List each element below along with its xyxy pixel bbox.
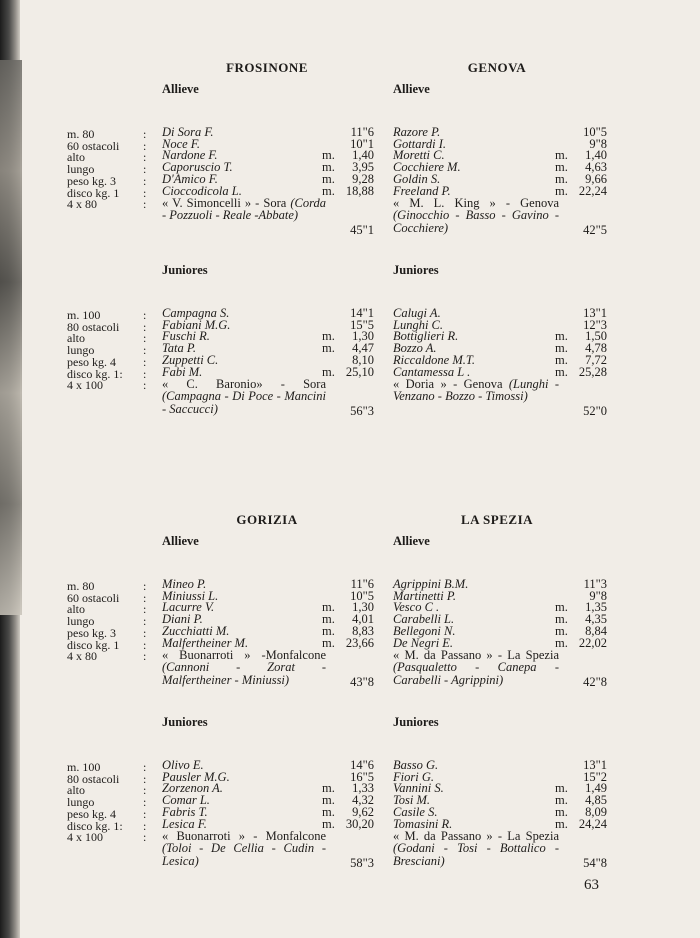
result-value: 9"8 [589, 588, 607, 603]
athlete-name: Riccaldone M.T. [393, 352, 476, 367]
relay-members: (Ginocchio - Basso - Gavino - Cocchiere) [393, 208, 559, 235]
result-value: 14"6 [350, 758, 374, 772]
relay-team: « M. da Passano » - La Spezia [393, 648, 559, 663]
unit: m. [322, 171, 335, 186]
event-label: 80 ostacoli : [67, 319, 147, 334]
athlete-name: Olivo E. [162, 758, 204, 772]
event-label: lungo : [67, 343, 147, 358]
relay-team: « C. Baronio» - Sora [162, 377, 326, 392]
category-heading: Juniores [393, 263, 439, 277]
event-label: 60 ostacoli : [67, 138, 147, 153]
relay-time: 58"3 [350, 855, 374, 870]
result-value: 8,84 [585, 623, 607, 638]
unit: m. [555, 612, 568, 627]
unit: m. [555, 781, 568, 796]
city-heading: GENOVA [467, 60, 527, 75]
event-label: lungo : [67, 162, 147, 177]
unit: m. [322, 329, 335, 344]
relay-team: « Doria » - Genova [393, 377, 509, 392]
category-heading: Allieve [162, 534, 199, 548]
event-label: disco kg. 1: : [67, 818, 147, 833]
athlete-name: Campagna S. [162, 306, 230, 320]
athlete-name: De Negri E. [393, 635, 454, 650]
result-value: 18,88 [345, 183, 374, 198]
unit: m. [555, 364, 568, 379]
result-value: 9,28 [352, 171, 374, 186]
result-value: 8,83 [352, 623, 374, 638]
athlete-name: Lesica F. [162, 816, 207, 831]
result-value: 15"2 [583, 769, 607, 784]
result-value: 11"3 [583, 577, 607, 591]
athlete-name: Fiori G. [393, 769, 434, 784]
result-value: 24,24 [578, 816, 607, 831]
relay-members: (Lunghi - Venzano - Bozzo - Timossi) [393, 377, 559, 404]
result-value: 13"1 [583, 758, 607, 772]
unit: m. [555, 148, 568, 163]
event-label: 4 x 80 : [67, 197, 147, 212]
unit: m. [322, 623, 335, 638]
event-label: alto : [67, 150, 147, 165]
athlete-name: Nardone F. [162, 148, 218, 163]
unit: m. [322, 600, 335, 615]
result-value: 12"3 [583, 317, 607, 332]
athlete-name: Agrippini B.M. [393, 577, 469, 591]
event-label: alto : [67, 783, 147, 798]
unit: m. [322, 635, 335, 650]
result-value: 11"6 [350, 125, 374, 139]
relay-time: 45"1 [350, 222, 374, 237]
athlete-name: Zorzenon A. [162, 781, 223, 796]
result-value: 4,63 [585, 160, 607, 175]
relay-entry [162, 649, 326, 686]
city-heading: GORIZIA [236, 512, 298, 527]
result-value: 11"6 [350, 577, 374, 591]
relay-team: « M. L. King » - Genova [393, 196, 559, 211]
athlete-name: Lacurre V. [162, 600, 215, 615]
result-value: 23,66 [345, 635, 374, 650]
result-value: 3,95 [352, 160, 374, 175]
athlete-name: Basso G. [393, 758, 439, 772]
relay-time: 52"0 [583, 403, 607, 418]
unit: m. [322, 160, 335, 175]
athlete-name: Miniussi L. [162, 588, 219, 603]
athlete-name: Comar L. [162, 793, 210, 808]
relay-entry [393, 830, 559, 867]
unit: m. [322, 364, 335, 379]
category-heading: Juniores [162, 715, 208, 729]
athlete-name: Bozzo A. [393, 341, 437, 356]
relay-members: (Toloi - De Cellia - Cudin - Lesica) [162, 841, 326, 868]
unit: m. [322, 816, 335, 831]
unit: m. [555, 635, 568, 650]
relay-time: 56"3 [350, 403, 374, 418]
athlete-name: Diani P. [162, 612, 203, 627]
athlete-name: Goldin S. [393, 171, 441, 186]
result-value: 10"1 [350, 136, 374, 151]
result-value: 1,49 [585, 781, 607, 796]
event-label: lungo : [67, 614, 147, 629]
result-value: 4,01 [352, 612, 374, 627]
athlete-name: Freeland P. [393, 183, 451, 198]
result-value: 1,35 [585, 600, 607, 615]
result-value: 22,24 [578, 183, 607, 198]
relay-time: 42"8 [583, 674, 607, 689]
athlete-name: Fabi M. [162, 364, 203, 379]
event-label: disco kg. 1: : [67, 366, 147, 381]
event-label: 4 x 100 : [67, 378, 147, 393]
relay-members: (Corda - Pozzuoli - Reale -Abbate) [162, 196, 326, 223]
result-value: 1,40 [352, 148, 374, 163]
unit: m. [322, 148, 335, 163]
athlete-name: Tosi M. [393, 793, 431, 808]
event-label: peso kg. 3 : [67, 625, 147, 640]
athlete-name: Malfertheiner M. [162, 635, 249, 650]
result-value: 1,33 [352, 781, 374, 796]
athlete-name: Fabris T. [162, 804, 208, 819]
athlete-name: Cioccodicola L. [162, 183, 242, 198]
athlete-name: Tata P. [162, 341, 197, 356]
unit: m. [555, 160, 568, 175]
athlete-name: Pausler M.G. [162, 769, 230, 784]
unit: m. [322, 804, 335, 819]
relay-entry [162, 830, 326, 867]
athlete-name: Fuschi R. [162, 329, 210, 344]
result-value: 4,85 [585, 793, 607, 808]
event-label: peso kg. 4 : [67, 354, 147, 369]
relay-time: 54"8 [583, 855, 607, 870]
athlete-name: Casile S. [393, 804, 438, 819]
result-value: 10"5 [350, 588, 374, 603]
result-value: 4,78 [585, 341, 607, 356]
event-label: peso kg. 4 : [67, 806, 147, 821]
athlete-name: Lunghi C. [393, 317, 444, 332]
result-value: 10"5 [583, 125, 607, 139]
result-value: 4,32 [352, 793, 374, 808]
unit: m. [555, 183, 568, 198]
relay-time: 42"5 [583, 222, 607, 237]
athlete-name: Di Sora F. [162, 125, 214, 139]
relay-team: « V. Simoncelli » - Sora [162, 196, 291, 211]
event-label: alto : [67, 331, 147, 346]
event-label: disco kg. 1 : [67, 637, 147, 652]
unit: m. [555, 816, 568, 831]
result-value: 30,20 [345, 816, 374, 831]
unit: m. [555, 352, 568, 367]
relay-members: (Godani - Tosi - Bottalico - Bresciani) [393, 841, 559, 868]
athlete-name: Mineo P. [162, 577, 207, 591]
result-value: 1,30 [352, 329, 374, 344]
athlete-name: Vannini S. [393, 781, 444, 796]
result-value: 16"5 [350, 769, 374, 784]
athlete-name: Vesco C . [393, 600, 440, 615]
result-value: 13"1 [583, 306, 607, 320]
athlete-name: Cocchiere M. [393, 160, 461, 175]
relay-entry [162, 197, 326, 222]
result-value: 22,02 [578, 635, 607, 650]
relay-members: (Campagna - Di Poce - Mancini - Saccucci) [162, 389, 326, 416]
result-value: 4,35 [585, 612, 607, 627]
unit: m. [322, 183, 335, 198]
unit: m. [322, 612, 335, 627]
category-heading: Allieve [393, 534, 430, 548]
unit: m. [555, 623, 568, 638]
event-label: disco kg. 1 : [67, 185, 147, 200]
result-value: 1,30 [352, 600, 374, 615]
event-label: 60 ostacoli : [67, 590, 147, 605]
athlete-name: Bellegoni N. [393, 623, 456, 638]
relay-entry [393, 378, 559, 403]
athlete-name: Noce F. [162, 136, 200, 151]
result-value: 9"8 [589, 136, 607, 151]
athlete-name: D'Amico F. [162, 171, 218, 186]
category-heading: Allieve [162, 82, 199, 96]
event-label: 80 ostacoli : [67, 771, 147, 786]
athlete-name: Cantamessa L . [393, 364, 471, 379]
relay-time: 43"8 [350, 674, 374, 689]
result-value: 25,10 [345, 364, 374, 379]
event-label: m. 80 : [67, 127, 147, 141]
result-value: 9,62 [352, 804, 374, 819]
unit: m. [555, 341, 568, 356]
relay-members: (Pasqualetto - Canepa - Carabelli - Agrippini) [393, 660, 559, 687]
athlete-name: Carabelli L. [393, 612, 455, 627]
unit: m. [555, 804, 568, 819]
event-label: m. 100 : [67, 308, 147, 322]
athlete-name: Moretti C. [393, 148, 445, 163]
athlete-name: Caporuscio T. [162, 160, 233, 175]
relay-entry [393, 197, 559, 234]
athlete-name: Bottiglieri R. [393, 329, 459, 344]
athlete-name: Razore P. [393, 125, 441, 139]
event-label: m. 100 : [67, 760, 147, 774]
event-label: lungo : [67, 795, 147, 810]
athlete-name: Calugi A. [393, 306, 441, 320]
unit: m. [322, 341, 335, 356]
relay-members: (Cannoni - Zorat - Malfertheiner - Miniussi) [162, 660, 326, 687]
event-label: peso kg. 3 : [67, 173, 147, 188]
athlete-name: Zucchiatti M. [162, 623, 230, 638]
unit: m. [555, 793, 568, 808]
category-heading: Juniores [393, 715, 439, 729]
relay-team: « Buonarroti » - Monfalcone [162, 829, 326, 844]
unit: m. [322, 793, 335, 808]
page-number: 63 [584, 877, 599, 893]
result-value: 7,72 [585, 352, 607, 367]
city-heading: FROSINONE [226, 60, 308, 75]
event-label: 4 x 100 : [67, 830, 147, 845]
result-value: 8,09 [585, 804, 607, 819]
unit: m. [555, 600, 568, 615]
athlete-name: Tomasini R. [393, 816, 453, 831]
result-value: 4,47 [352, 341, 374, 356]
relay-entry [162, 378, 326, 415]
athlete-name: Zuppetti C. [162, 352, 219, 367]
relay-team: « Buonarroti » -Monfalcone [162, 648, 326, 663]
event-label: m. 80 : [67, 579, 147, 593]
result-value: 9,66 [585, 171, 607, 186]
city-heading: LA SPEZIA [460, 512, 534, 527]
unit: m. [555, 329, 568, 344]
result-value: 8,10 [352, 352, 374, 367]
result-value: 1,40 [585, 148, 607, 163]
athlete-name: Martinetti P. [393, 588, 456, 603]
athlete-name: Fabiani M.G. [162, 317, 231, 332]
athlete-name: Gottardi I. [393, 136, 447, 151]
relay-entry [393, 649, 559, 686]
event-label: 4 x 80 : [67, 649, 147, 664]
result-value: 14"1 [350, 306, 374, 320]
result-value: 1,50 [585, 329, 607, 344]
result-value: 25,28 [578, 364, 607, 379]
facing-page-photo-edge [0, 60, 22, 615]
category-heading: Juniores [162, 263, 208, 277]
category-heading: Allieve [393, 82, 430, 96]
event-label: alto : [67, 602, 147, 617]
unit: m. [555, 171, 568, 186]
unit: m. [322, 781, 335, 796]
result-value: 15"5 [350, 317, 374, 332]
relay-team: « M. da Passano » - La Spezia [393, 829, 559, 844]
